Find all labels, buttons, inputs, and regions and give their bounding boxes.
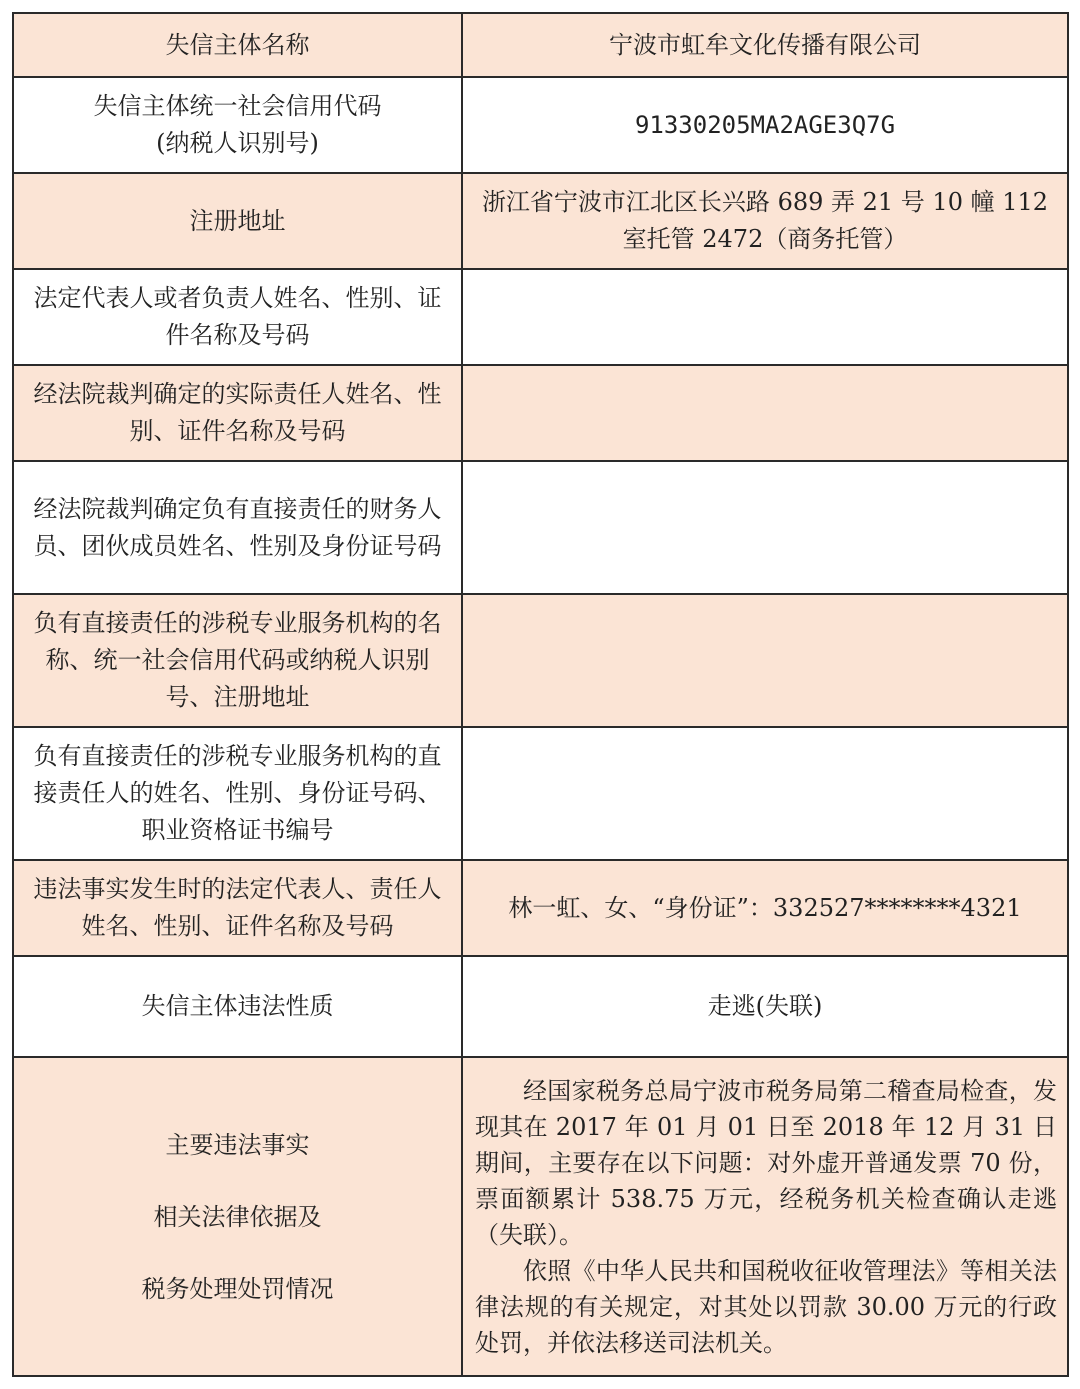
table-row-agency-info (13, 594, 1068, 727)
row-label: 经法院裁判确定的实际责任人姓名、性别、证件名称及号码 (13, 365, 462, 461)
row-value: 走逃(失联) (462, 956, 1068, 1057)
table-row-finance-staff (13, 461, 1068, 594)
facts-paragraph: 经国家税务总局宁波市税务局第二稽查局检查，发现其在 2017 年 01 月 01 日至 2018 年 12 月 31 日期间，主要存在以下问题：对外虚开普通发票 70 份，票面额累计 538.75 万元，经税务机关检查确认走逃（失联）。 (475, 1076, 1057, 1249)
table-row-representative-at-violation (13, 860, 1068, 956)
row-label: 注册地址 (13, 173, 462, 269)
row-value (462, 365, 1068, 461)
row-label: 违法事实发生时的法定代表人、责任人姓名、性别、证件名称及号码 (13, 860, 462, 956)
table-row-registered-address (13, 173, 1068, 269)
row-value: 91330205MA2AGE3Q7G (462, 77, 1068, 173)
row-label (13, 77, 462, 173)
facts-label-line: 相关法律依据及 (153, 1202, 322, 1231)
row-value (462, 727, 1068, 860)
row-value (462, 594, 1068, 727)
table-row-actual-responsible (13, 365, 1068, 461)
table-row-entity-name (13, 13, 1068, 77)
row-value: 浙江省宁波市江北区长兴路 689 弄 21 号 10 幢 112 室托管 2472（商务托管） (462, 173, 1068, 269)
row-value (462, 461, 1068, 594)
row-label: 失信主体违法性质 (13, 956, 462, 1057)
row-label-line: 失信主体统一社会信用代码 (93, 92, 382, 120)
table-row-legal-representative (13, 269, 1068, 365)
row-label: 经法院裁判确定负有直接责任的财务人员、团伙成员姓名、性别及身份证号码 (13, 461, 462, 594)
facts-label-line: 主要违法事实 (165, 1130, 310, 1159)
table-row-credit-code (13, 77, 1068, 173)
row-value (462, 269, 1068, 365)
table-row-violation-nature (13, 956, 1068, 1057)
facts-paragraph: 依照《中华人民共和国税收征收管理法》等相关法律法规的有关规定，对其处以罚款 30.00 万元的行政处罚，并依法移送司法机关。 (475, 1256, 1057, 1357)
table-row-main-facts (13, 1057, 1068, 1376)
row-label-line: (纳税人识别号) (156, 129, 319, 157)
row-label: 法定代表人或者负责人姓名、性别、证件名称及号码 (13, 269, 462, 365)
row-label: 负有直接责任的涉税专业服务机构的直接责任人的姓名、性别、身份证号码、职业资格证书编号 (13, 727, 462, 860)
table-row-agency-responsible (13, 727, 1068, 860)
row-value (462, 1057, 1068, 1376)
facts-label-line: 税务处理处罚情况 (141, 1274, 334, 1303)
row-label: 失信主体名称 (13, 13, 462, 77)
row-label (13, 1057, 462, 1376)
row-label: 负有直接责任的涉税专业服务机构的名称、统一社会信用代码或纳税人识别号、注册地址 (13, 594, 462, 727)
row-value: 林一虹、女、“身份证”：332527********4321 (462, 860, 1068, 956)
tax-violation-table (12, 12, 1069, 1377)
row-value: 宁波市虹牟文化传播有限公司 (462, 13, 1068, 77)
